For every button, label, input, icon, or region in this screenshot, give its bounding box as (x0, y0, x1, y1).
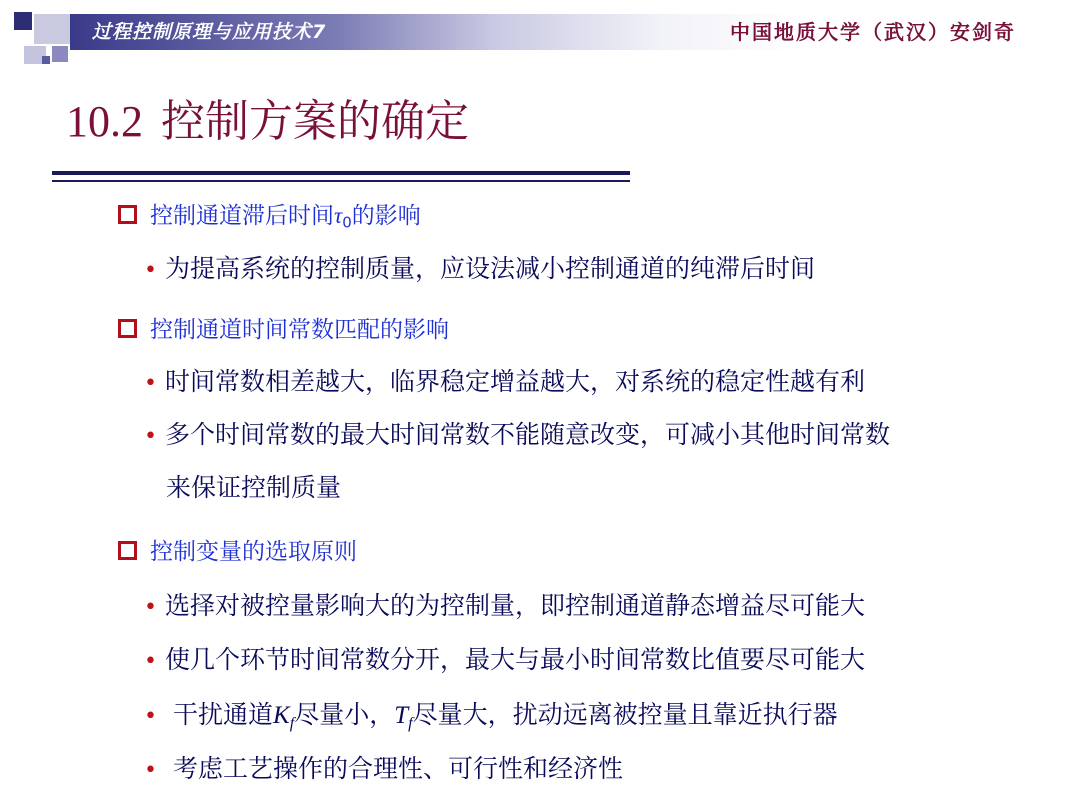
checkbox-bullet-icon (118, 319, 137, 338)
decor-square (42, 56, 50, 64)
bullet-dot-icon: • (144, 649, 157, 674)
bullet-item: • 时间常数相差越大，临界稳定增益越大，对系统的稳定性越有利 (144, 367, 865, 396)
tau-subscript: 0 (342, 213, 352, 232)
decor-square (52, 46, 68, 62)
course-title: 过程控制原理与应用技术7 (92, 21, 327, 43)
k-symbol: K (273, 702, 290, 729)
tau-symbol: τ (334, 203, 343, 228)
title-divider (52, 171, 630, 175)
bullet-item: • 多个时间常数的最大时间常数不能随意改变，可减小其他时间常数 (144, 420, 890, 449)
t-symbol: T (394, 702, 409, 729)
bullet-dot-icon: • (144, 758, 157, 783)
checkbox-bullet-icon (118, 205, 137, 224)
institution-author: 中国地质大学（武汉）安剑奇 (730, 20, 1016, 44)
bullet-item: • 选择对被控量影响大的为控制量，即控制通道静态增益尽可能大 (144, 591, 865, 620)
bullet-continuation: 来保证控制质量 (166, 473, 342, 502)
decor-square (14, 12, 32, 30)
bullet-item: • 为提高系统的控制质量，应设法减小控制通道的纯滞后时间 (144, 254, 815, 283)
bullet-dot-icon: • (144, 424, 157, 449)
t-subscript: f (408, 713, 413, 732)
title-divider (52, 180, 630, 182)
decor-square (34, 14, 70, 44)
checkbox-bullet-icon (118, 541, 137, 560)
bullet-dot-icon: • (144, 258, 157, 283)
section-heading: 控制变量的选取原则 (118, 532, 357, 572)
section-heading: 控制通道时间常数匹配的影响 (118, 310, 449, 350)
bullet-item: • 干扰通道$K_f$尽量小，$T_f$尽量大，扰动远离被控量且靠近执行器 (144, 700, 838, 732)
bullet-item: • 考虑工艺操作的合理性、可行性和经济性 (144, 754, 623, 783)
section-heading: 控制通道滞后时间$\tau_0$的影响 (118, 196, 421, 236)
bullet-dot-icon: • (144, 371, 157, 396)
section-title: 控制方案的确定 (161, 96, 469, 147)
bullet-dot-icon: • (144, 595, 157, 620)
slide-title (66, 92, 469, 152)
bullet-item: • 使几个环节时间常数分开，最大与最小时间常数比值要尽可能大 (144, 645, 865, 674)
section-number: 10.2 (66, 97, 143, 146)
k-subscript: f (289, 713, 295, 732)
bullet-dot-icon: • (144, 704, 157, 729)
